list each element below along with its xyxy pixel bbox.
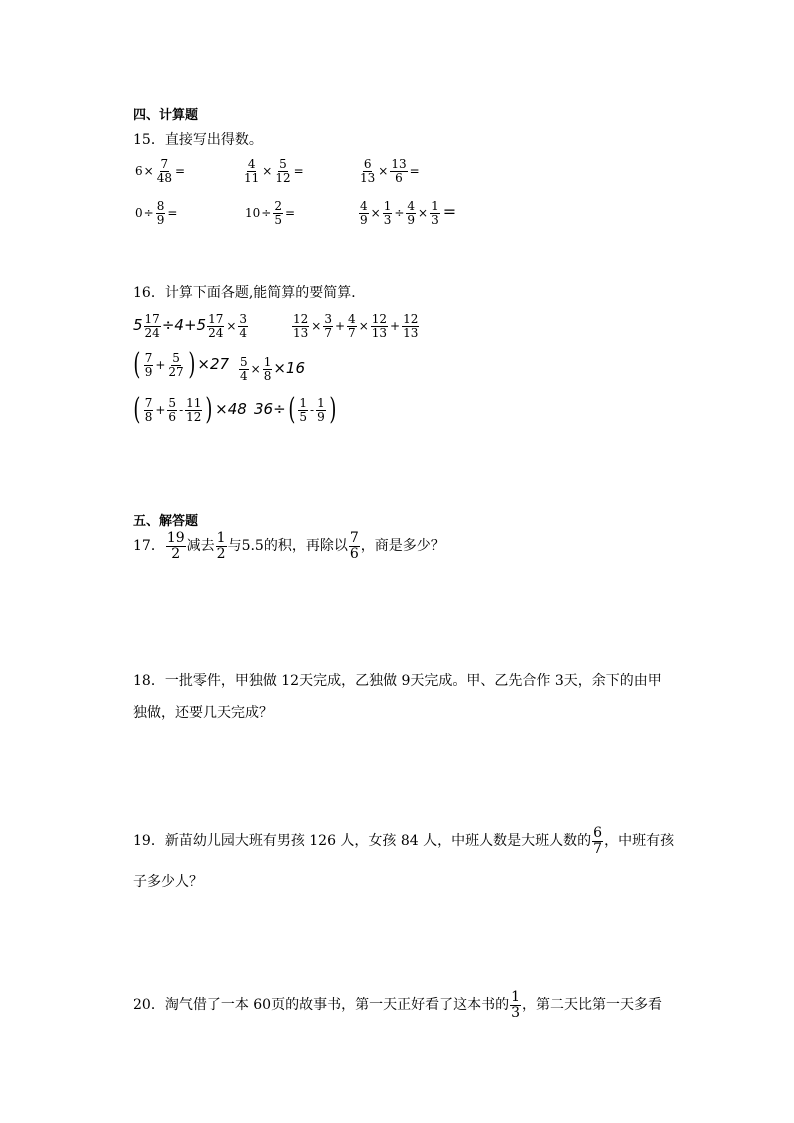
q15-item-2: $\frac{4}{11}$ × $\frac{5}{12}$ =	[244, 157, 304, 185]
q16-expression-3: ( $\frac{7}{9}$ + $\frac{5}{27}$ ) ×27	[133, 347, 230, 382]
q16-expression-2: $\frac{12}{13}$ × $\frac{3}{7}$ + $\frac{4}{7}$ × $\frac{12}{13}$ + $\frac{12}{13}$	[293, 312, 419, 340]
question-18-line-2: 独做，还要几天完成？	[133, 705, 273, 721]
q15-item-6: $\frac{4}{9}$ × $\frac{1}{3}$ ÷ $\frac{4}{9}$ × $\frac{1}{3}$ =	[360, 199, 457, 227]
question-19-line-2: 子多少人？	[133, 874, 203, 890]
q16-expression-6: 36÷( $\frac{1}{5}$ - $\frac{1}{9}$ )	[254, 392, 337, 427]
q16-expression-5: ( $\frac{7}{8}$ + $\frac{5}{6}$ - $\frac{11}{12}$ ) ×48	[133, 392, 247, 427]
question-15-title: 15．直接写出得数。	[133, 132, 263, 148]
q16-expression-4: $\frac{5}{4}$ × $\frac{1}{8}$ ×16	[240, 355, 305, 383]
q15-item-1: 6× $\frac{7}{48}$ =	[135, 157, 186, 185]
q15-item-4: 0÷ $\frac{8}{9}$ =	[135, 199, 178, 227]
q16-expression-1: 5 $\frac{17}{24}$ ÷4+5 $\frac{17}{24}$ × $\frac{3}{4}$	[133, 312, 248, 340]
question-18-line-1: 18．一批零件，甲独做 12天完成，乙独做 9天完成。甲、乙先合作 3天，余下的由甲	[133, 673, 662, 689]
question-17: 17． $\frac{19}{2}$ 减去 $\frac{1}{2}$ 与5.5的积，再除以 $\frac{7}{6}$ ，商是多少？	[133, 530, 445, 562]
section-5-title: 五、解答题	[133, 514, 199, 529]
section-4-title: 四、计算题	[133, 108, 199, 123]
question-20-line-1: 20．淘气借了一本 60页的故事书，第一天正好看了这本书的 $\frac{1}{3}$ ，第二天比第一天多看	[133, 989, 662, 1021]
question-19-line-1: 19．新苗幼儿园大班有男孩 126 人，女孩 84 人，中班人数是大班人数的 $\frac{6}{7}$ ，中班有孩	[133, 825, 675, 857]
question-16-title: 16．计算下面各题,能简算的要简算．	[133, 285, 366, 301]
q15-item-5: 10÷ $\frac{2}{5}$ =	[245, 199, 296, 227]
q15-item-3: $\frac{6}{13}$ × $\frac{13}{6}$ =	[360, 157, 420, 185]
